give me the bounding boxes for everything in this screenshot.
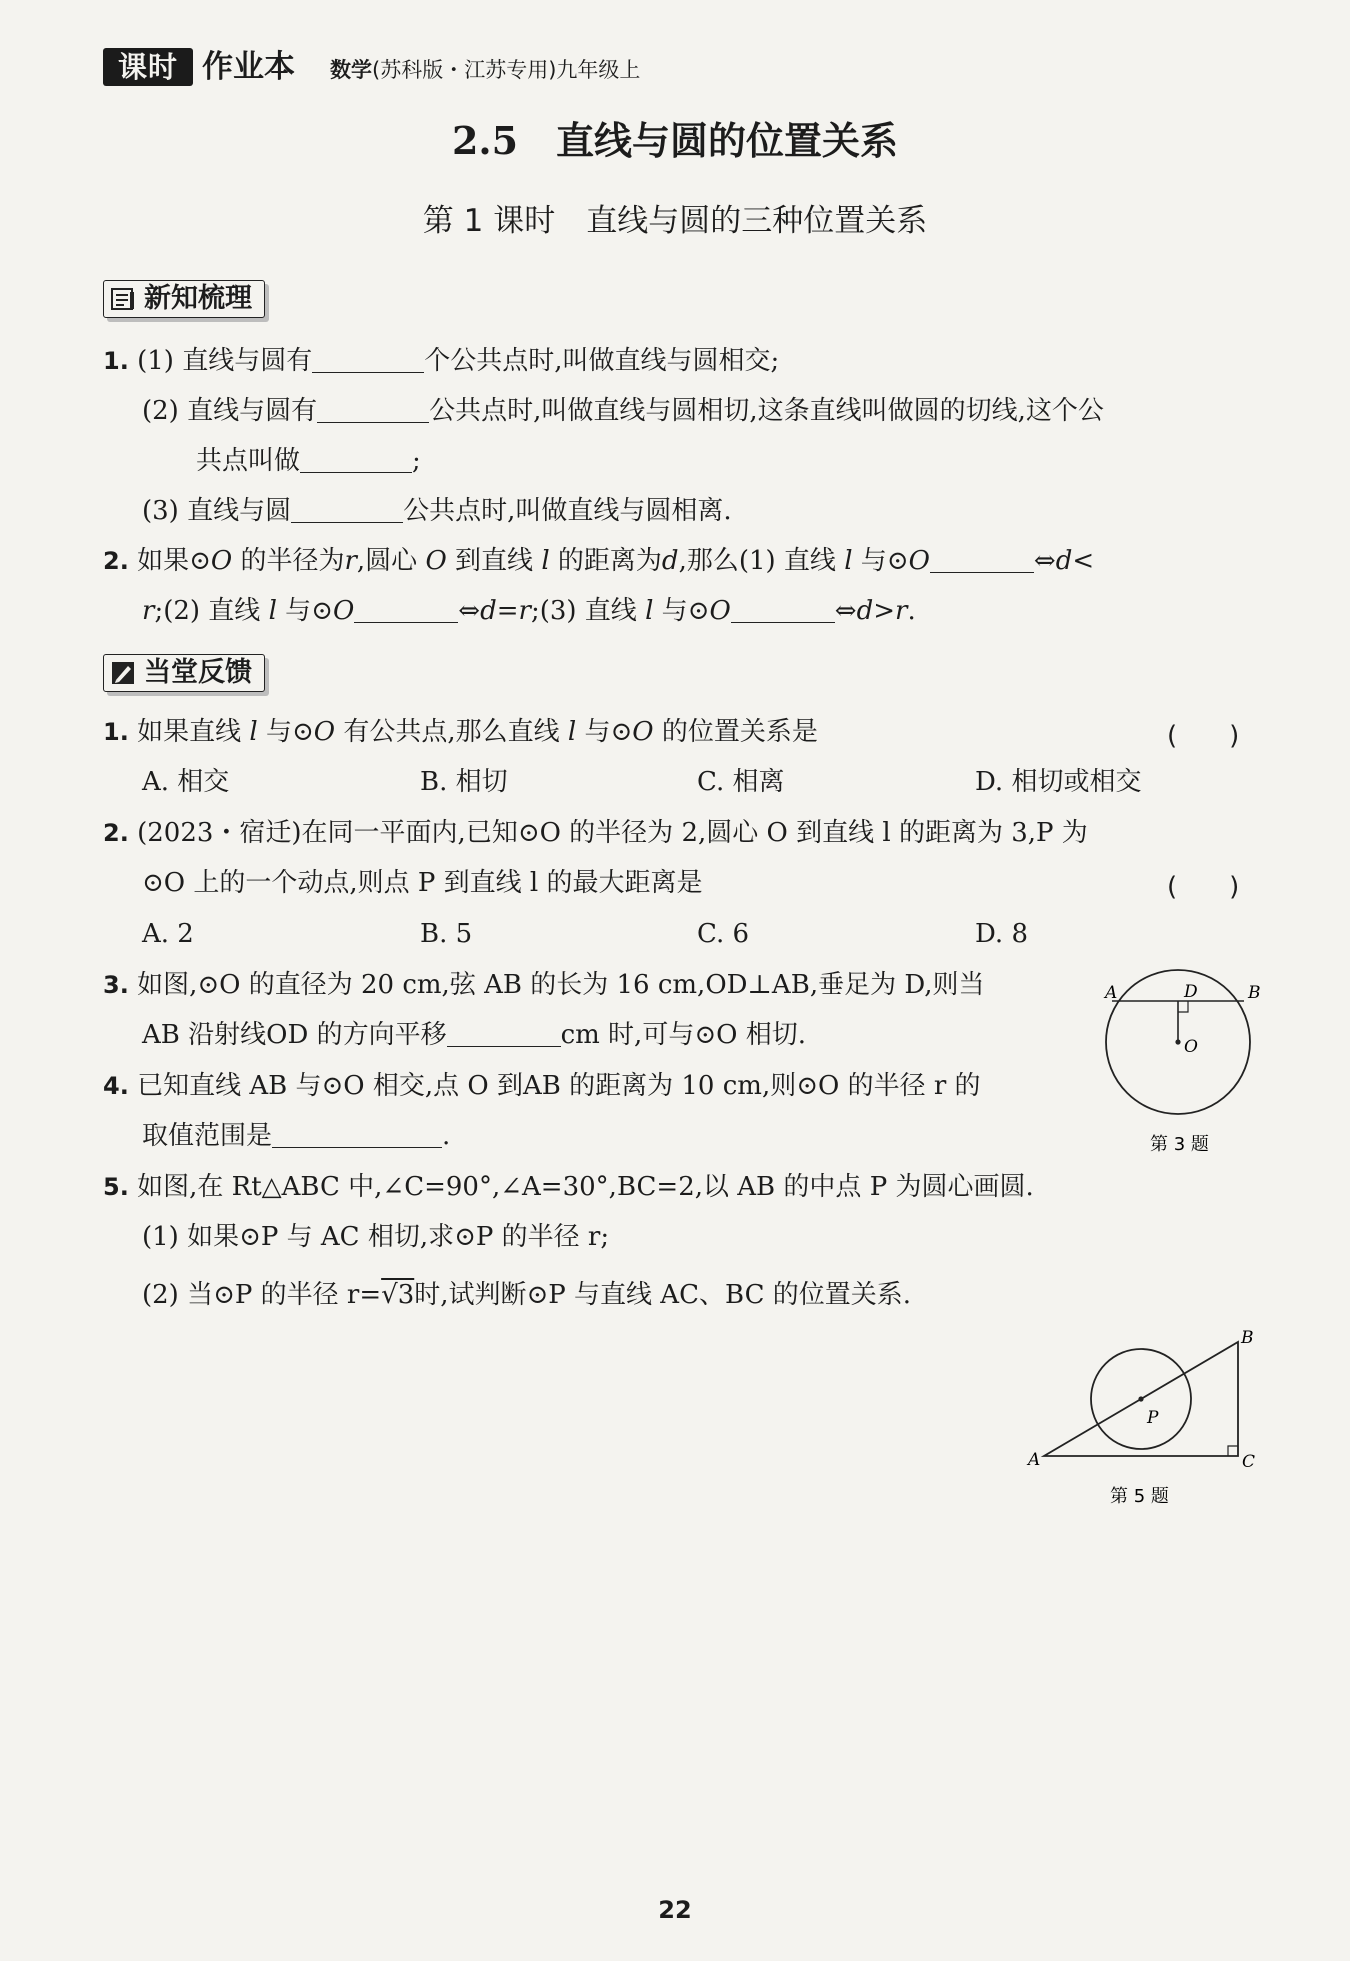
text: cm 时,可与⊙O 相切. bbox=[560, 1020, 806, 1050]
subject: 数学 bbox=[330, 58, 372, 82]
question-number: 4. bbox=[103, 1072, 129, 1100]
text: ,那么(1) 直线 bbox=[678, 546, 845, 576]
option-a[interactable]: A. 2 bbox=[142, 919, 194, 949]
option-d[interactable]: D. 相切或相交 bbox=[975, 767, 1142, 797]
pencil-note-icon bbox=[110, 660, 136, 686]
label-o: O bbox=[1184, 1037, 1198, 1057]
feedback-q1-stem bbox=[103, 715, 818, 749]
knowledge-q2-line2 bbox=[142, 594, 916, 628]
text: (2) 当⊙P 的半径 r= bbox=[142, 1280, 382, 1310]
text: 已知直线 AB 与⊙O 相交,点 O 到AB 的距离为 10 cm,则⊙O 的半径 r 的 bbox=[137, 1071, 981, 1101]
knowledge-q2-line1 bbox=[103, 544, 1094, 578]
edition: (苏科版・江苏专用)九年级上 bbox=[372, 58, 641, 82]
math-var: O bbox=[210, 546, 233, 576]
figure-q3 bbox=[1098, 960, 1268, 1160]
answer-blank[interactable] bbox=[291, 496, 403, 523]
brand-name: 作业本 bbox=[202, 49, 295, 85]
knowledge-q1-p2-text-end: 公共点时,叫做直线与圆相切,这条直线叫做圆的切线,这个公 bbox=[429, 396, 1104, 426]
answer-blank[interactable] bbox=[354, 596, 458, 623]
knowledge-q1-line3 bbox=[196, 444, 421, 478]
text: 如果⊙ bbox=[137, 546, 211, 576]
math-var: O bbox=[908, 546, 930, 576]
text: 如图,⊙O 的直径为 20 cm,弦 AB 的长为 16 cm,OD⊥AB,垂足为 D,则当 bbox=[137, 970, 985, 1000]
figure-caption: 第 3 题 bbox=[1150, 1134, 1209, 1155]
figure-q5 bbox=[1020, 1322, 1260, 1512]
right-angle-mark bbox=[1178, 1001, 1188, 1012]
text: 如果直线 bbox=[137, 717, 250, 747]
right-angle-mark bbox=[1228, 1446, 1238, 1456]
answer-blank[interactable] bbox=[272, 1121, 442, 1148]
answer-blank[interactable] bbox=[447, 1020, 561, 1047]
feedback-q3-line2 bbox=[142, 1018, 806, 1052]
text: 到直线 bbox=[446, 546, 542, 576]
answer-blank[interactable] bbox=[731, 596, 835, 623]
text: 与⊙ bbox=[276, 596, 333, 626]
text: AB 沿射线OD 的方向平移 bbox=[142, 1020, 447, 1050]
answer-blank[interactable] bbox=[930, 546, 1034, 573]
question-number: 1. bbox=[103, 347, 129, 375]
option-b[interactable]: B. 5 bbox=[420, 919, 473, 949]
knowledge-q1-p2-cont: 共点叫做 bbox=[196, 446, 301, 476]
option-d[interactable]: D. 8 bbox=[975, 919, 1028, 949]
text: ;(2) 直线 bbox=[154, 596, 269, 626]
logo: 课时 bbox=[103, 48, 193, 86]
knowledge-q1-p3-text-end: 公共点时,叫做直线与圆相离. bbox=[403, 496, 732, 526]
text: 与⊙ bbox=[852, 546, 909, 576]
text: ,圆心 bbox=[356, 546, 426, 576]
page-number: 22 bbox=[658, 1896, 692, 1924]
question-number: 5. bbox=[103, 1173, 129, 1201]
question-number: 2. bbox=[103, 547, 129, 575]
question-number: 3. bbox=[103, 971, 129, 999]
knowledge-q1-line2 bbox=[142, 394, 1104, 428]
text: 取值范围是 bbox=[142, 1121, 273, 1151]
feedback-q5-part1: (1) 如果⊙P 与 AC 相切,求⊙P 的半径 r; bbox=[142, 1222, 610, 1252]
question-number: 2. bbox=[103, 819, 129, 847]
label-b: B bbox=[1241, 1328, 1254, 1348]
label-d: D bbox=[1184, 982, 1198, 1002]
feedback-q5-part2 bbox=[142, 1278, 911, 1312]
feedback-q5-stem bbox=[103, 1170, 1034, 1204]
text: (2023・宿迁)在同一平面内,已知⊙O 的半径为 2,圆心 O 到直线 l 的距离为 3,P 为 bbox=[137, 818, 1088, 848]
math-var: l bbox=[567, 717, 577, 747]
label-a: A bbox=[1105, 983, 1118, 1003]
section-title: 2.5 直线与圆的位置关系 bbox=[451, 118, 899, 163]
text: 与⊙ bbox=[653, 596, 710, 626]
option-c[interactable]: C. 相离 bbox=[697, 767, 785, 797]
sqrt-three: √3 bbox=[381, 1280, 415, 1310]
answer-paren[interactable]: ( ) bbox=[1167, 721, 1240, 751]
feedback-q3-line1 bbox=[103, 968, 985, 1002]
answer-blank[interactable] bbox=[317, 396, 429, 423]
text: 与⊙ bbox=[257, 717, 314, 747]
knowledge-q1-p1-text-end: 个公共点时,叫做直线与圆相交; bbox=[424, 346, 780, 376]
math-expr: d< bbox=[1055, 546, 1095, 576]
math-var: l bbox=[249, 717, 258, 747]
new-knowledge-tag bbox=[103, 280, 265, 318]
math-expr: d>r bbox=[856, 596, 908, 626]
label-c: C bbox=[1242, 1452, 1256, 1472]
knowledge-q1-line1 bbox=[103, 344, 779, 378]
math-var: r bbox=[344, 546, 357, 576]
math-var: O bbox=[425, 546, 447, 576]
center-dot bbox=[1175, 1039, 1180, 1044]
text: . bbox=[442, 1121, 451, 1151]
text: 有公共点,那么直线 bbox=[335, 717, 568, 747]
lesson-title: 第 1 课时 直线与圆的三种位置关系 bbox=[422, 203, 928, 239]
label-a: A bbox=[1028, 1450, 1041, 1470]
text: ⇔ bbox=[834, 596, 857, 626]
answer-paren[interactable]: ( ) bbox=[1167, 872, 1240, 902]
figure-caption: 第 5 题 bbox=[1110, 1486, 1169, 1507]
subject-line bbox=[330, 56, 640, 84]
math-var: l bbox=[541, 546, 550, 576]
notebook-icon bbox=[110, 286, 136, 312]
knowledge-q1-line4 bbox=[142, 494, 732, 528]
text: 如图,在 Rt△ABC 中,∠C=90°,∠A=30°,BC=2,以 AB 的中点 P 为圆心画圆. bbox=[137, 1172, 1034, 1202]
answer-blank[interactable] bbox=[312, 346, 424, 373]
math-var: O bbox=[332, 596, 355, 626]
math-var: l bbox=[645, 596, 654, 626]
math-var: l bbox=[844, 546, 853, 576]
new-knowledge-label: 新知梳理 bbox=[144, 283, 252, 314]
math-var: l bbox=[268, 596, 277, 626]
text: ⇔ bbox=[458, 596, 481, 626]
label-p: P bbox=[1147, 1408, 1159, 1428]
question-number: 1. bbox=[103, 718, 129, 746]
knowledge-q1-p2-text: (2) 直线与圆有 bbox=[142, 396, 318, 426]
option-b[interactable]: B. 相切 bbox=[420, 767, 508, 797]
text: ⇔ bbox=[1033, 546, 1056, 576]
text: 的位置关系是 bbox=[653, 717, 818, 747]
math-var: O bbox=[709, 596, 731, 626]
answer-blank[interactable] bbox=[300, 446, 412, 473]
feedback-q2-line2: ⊙O 上的一个动点,则点 P 到直线 l 的最大距离是 bbox=[142, 868, 703, 898]
knowledge-q1-p1-text: (1) 直线与圆有 bbox=[137, 346, 313, 376]
option-c[interactable]: C. 6 bbox=[697, 919, 750, 949]
feedback-q2-line1 bbox=[103, 816, 1088, 850]
feedback-q4-line2 bbox=[142, 1119, 450, 1153]
math-var: d bbox=[661, 546, 679, 576]
text: 的半径为 bbox=[232, 546, 345, 576]
math-var: O bbox=[632, 717, 654, 747]
knowledge-q1-p3-text: (3) 直线与圆 bbox=[142, 496, 292, 526]
option-a[interactable]: A. 相交 bbox=[142, 767, 230, 797]
math-expr: d=r bbox=[480, 596, 531, 626]
label-b: B bbox=[1248, 983, 1261, 1003]
feedback-label: 当堂反馈 bbox=[144, 657, 252, 688]
text: 的距离为 bbox=[549, 546, 662, 576]
feedback-tag bbox=[103, 654, 265, 692]
math-var: O bbox=[313, 717, 336, 747]
knowledge-q1-p2-end: ; bbox=[412, 446, 421, 476]
math-var: r bbox=[142, 596, 155, 626]
text: ;(3) 直线 bbox=[530, 596, 646, 626]
text: 时,试判断⊙P 与直线 AC、BC 的位置关系. bbox=[414, 1280, 911, 1310]
text: . bbox=[907, 596, 916, 626]
feedback-q4-line1 bbox=[103, 1069, 981, 1103]
text: 与⊙ bbox=[576, 717, 633, 747]
center-dot bbox=[1138, 1396, 1143, 1401]
